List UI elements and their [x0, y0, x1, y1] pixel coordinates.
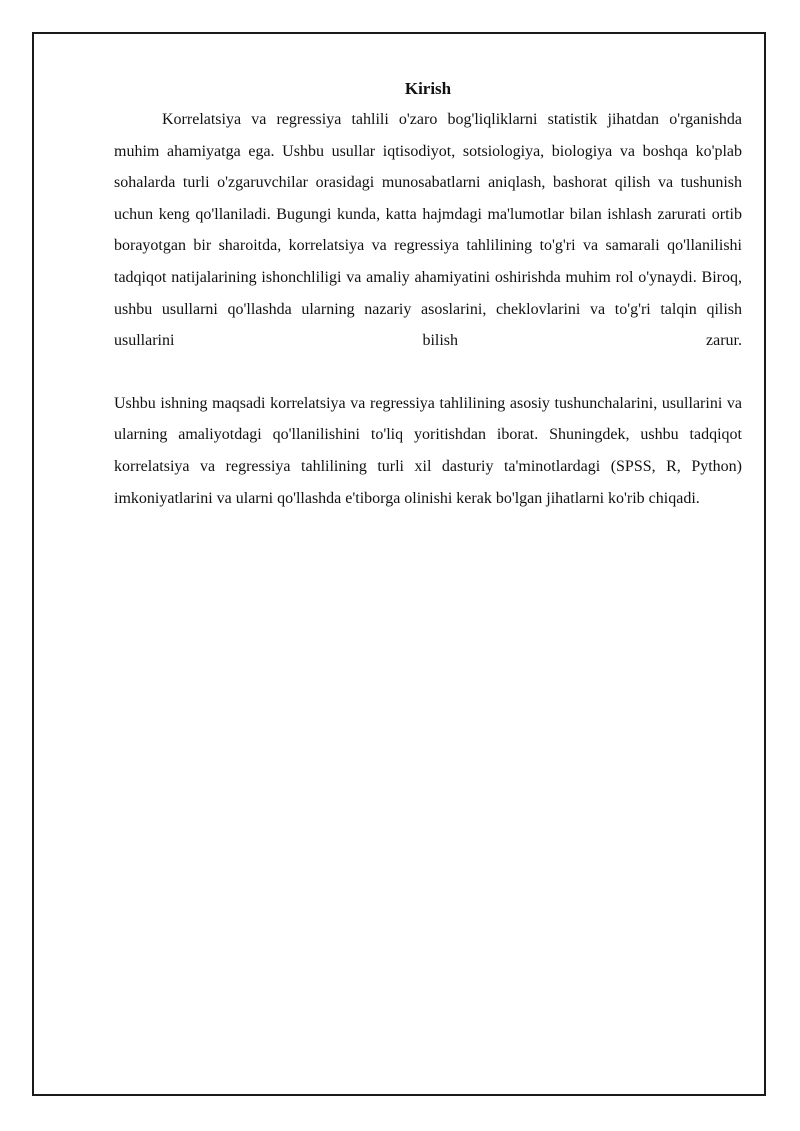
- document-title: Kirish: [404, 79, 452, 98]
- paragraph-objective: Ushbu ishning maqsadi korrelatsiya va regressiya tahlilining asosiy tushunchalarini, usullarini va ularning amaliyotdagi qo'llanilishini to'liq yoritishdan iborat. Shuningdek, ushbu tadqiqot korrelatsiya va regressiya tahlilining turli xil dasturiy ta'minotlardagi (SPSS, R, Python) imkoniyatlarini va ularni qo'llashda e'tiborga olinishi kerak bo'lgan jihatlarni ko'rib chiqadi.: [114, 394, 742, 507]
- paragraph-introduction: Korrelatsiya va regressiya tahlili o'zaro bog'liqliklarni statistik jihatdan o'rganishda muhim ahamiyatga ega. Ushbu usullar iqtisodiyot, sotsiologiya, biologiya va boshqa ko'plab sohalarda turli o'zgaruvchilar orasidagi munosabatlarni aniqlash, bashorat qilish va tushunish uchun keng qo'llaniladi. Bugungi kunda, katta hajmdagi ma'lumotlar bilan ishlash zarurati ortib borayotgan bir sharoitda, korrelatsiya va regressiya tahlilining to'g'ri va samarali qo'llanilishi tadqiqot natijalarining ishonchliligi va amaliy ahamiyatini oshirishda muhim rol o'ynaydi. Biroq, ushbu usullarni qo'llashda ularning nazariy asoslarini, cheklovlarini va to'g'ri talqin qilish usullarini bilish zarur.: [114, 111, 742, 350]
- paragraph-gap: [114, 357, 742, 388]
- document-body: [114, 76, 742, 514]
